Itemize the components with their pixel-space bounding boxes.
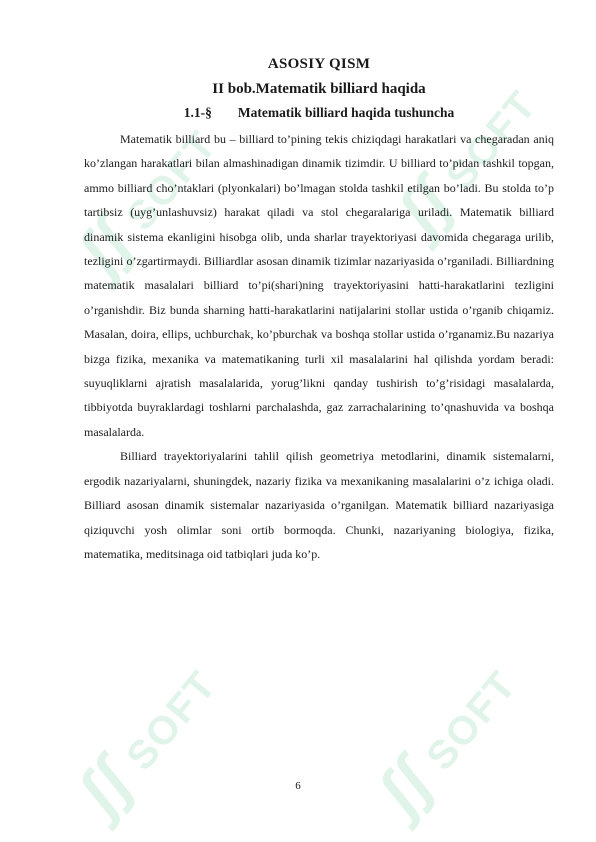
watermark	[362, 647, 530, 827]
page-number: 6	[295, 780, 301, 792]
watermark-text: SOFT	[438, 82, 546, 199]
watermark-logo-icon: ʃʃ	[63, 205, 148, 287]
watermark	[62, 647, 230, 827]
paragraph: Matematik billiard bu – billiard to’pining tekis chiziqdagi harakatlari va chegaradan aniq ko’zlangan harakatlari bilan almashinadigan dinamik tizimdir. U billiard to’pidan tashkil topgan, ammo billiard cho’ntaklari (plyonkalari) bo’lmagan stolda tashkil etilgan bo’ladi. Bu stolda to’p tartibsiz (uyg’unlashuvsiz) harakat qiladi va stol chegaralariga uriladi. Matematik billiard dinamik sistema ekanligini hisobga olib, unda sharlar trayektoriyasi davomida chegaraga urilib, tezligini o’zgartirmaydi. Billiardlar asosan dinamik tizimlar nazariyasida o’rganiladi. Billiardning matematik masalalari billiard to’pi(shari)ning trayektoriyasini hatti-harakatlarini tezligini o’rganishdir. Biz bunda sharning hatti-harakatlarini natijalarini stollar ustida o’rganib chiqamiz. Masalan, doira, ellips, uchburchak, ko’pburchak va boshqa stollar ustida o’rganamiz.Bu nazariya bizga fizika, mexanika va matematikaning turli xil masalalarini hal qilishda yordam beradi: suyuqliklarni ajratish masalalarida, yorug’likni qanday tushirish to’g’risidagi masalalarda, tibbiyotda buyraklardagi toshlarni parchalashda, gaz zarrachalarining to’qnashuvida va boshqa masalalarda.	[84, 132, 554, 439]
section-number: 1.1-§	[183, 105, 212, 120]
watermark-logo-icon: ʃʃ	[363, 745, 448, 827]
section-heading	[84, 105, 554, 121]
paragraph: Billiard trayektoriyalarini tahlil qilish geometriya metodlarini, dinamik sistemalarni, ergodik nazariyalarni, shuningdek, nazariy fizika va mexanikaning masalalarini o’z ichiga oladi. Billiard asosan dinamik sistemalar nazariyasida o’rganilgan. Matematik billiard nazariyasiga qiziquvchi yosh olimlar soni ortib bormoqda. Chunki, nazariyaning biologiya, fizika, matematika, meditsinaga oid tatbiqlari juda ko’p.	[84, 449, 554, 561]
page-content	[84, 56, 554, 566]
watermark-text: SOFT	[118, 662, 226, 779]
watermark-text: SOFT	[118, 122, 226, 239]
watermark-logo-icon: ʃʃ	[63, 745, 148, 827]
part-heading: ASOSIY QISM	[267, 56, 371, 72]
watermark-logo-icon: ʃʃ	[383, 165, 468, 247]
section-title: Matematik billiard haqida tushuncha	[237, 105, 455, 120]
watermark-text: SOFT	[418, 662, 526, 779]
chapter-heading: II bob.Matematik billiard haqida	[212, 81, 426, 97]
